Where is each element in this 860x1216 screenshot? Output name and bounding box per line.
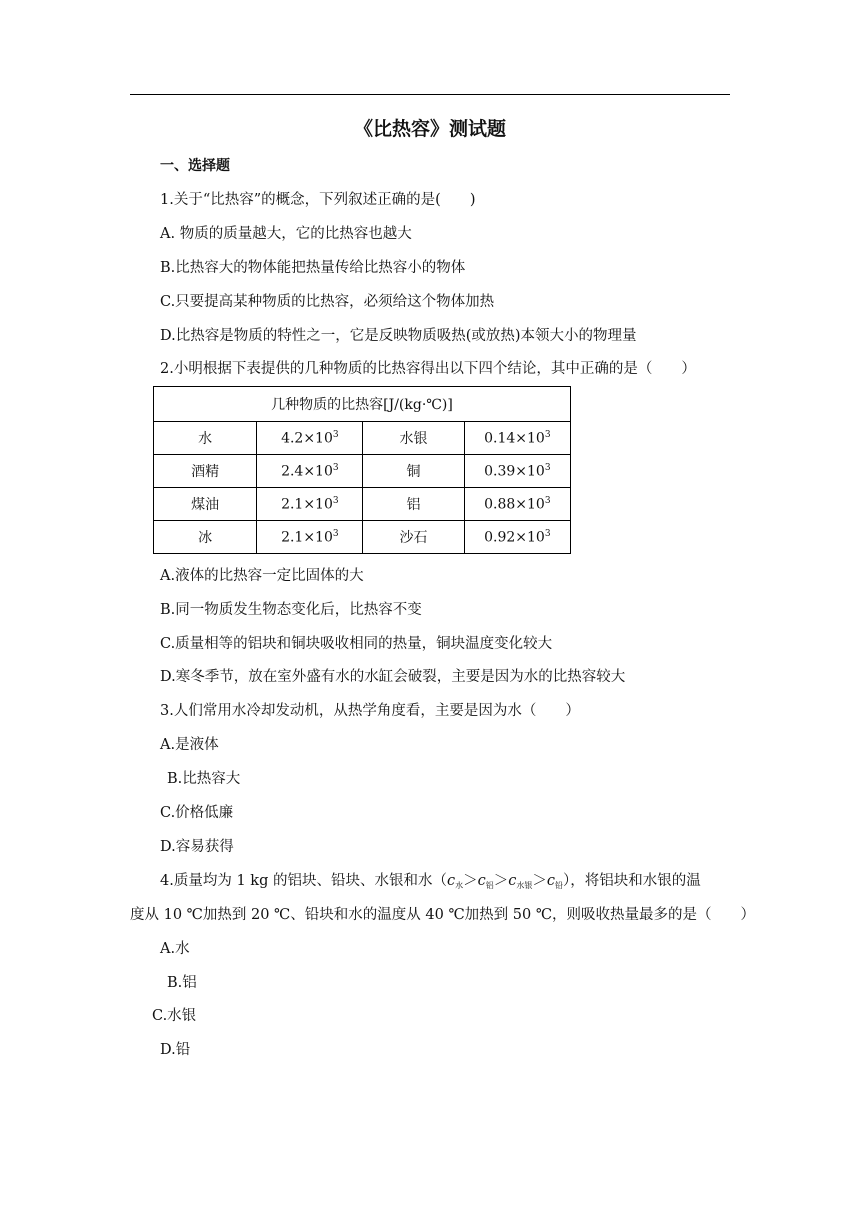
table-cell-material: 冰 bbox=[154, 521, 257, 554]
value-text: 2.1×10 bbox=[281, 496, 333, 513]
q2-option-b: B.同一物质发生物态变化后，比热容不变 bbox=[160, 602, 422, 618]
value-exponent: 3 bbox=[544, 462, 551, 473]
table-cell-value bbox=[257, 422, 363, 455]
q3-option-b: B.比热容大 bbox=[167, 771, 241, 787]
value-exponent: 3 bbox=[332, 528, 339, 539]
table-cell-material: 水银 bbox=[363, 422, 464, 455]
q3-option-c: C.价格低廉 bbox=[160, 805, 234, 821]
q4-stem-line1 bbox=[160, 871, 701, 893]
value-exponent: 3 bbox=[544, 429, 551, 440]
table-cell-material: 煤油 bbox=[154, 488, 257, 521]
q1-option-c: C.只要提高某种物质的比热容，必须给这个物体加热 bbox=[160, 294, 495, 310]
q4-stem-line2: 度从 10 ℃加热到 20 ℃、铅块和水的温度从 40 ℃加热到 50 ℃，则吸收热量最多的是（ ） bbox=[130, 907, 756, 923]
table-cell-material: 铜 bbox=[363, 455, 464, 488]
header-rule bbox=[130, 94, 730, 95]
page-title: 《比热容》测试题 bbox=[353, 118, 506, 140]
symbol-c: c bbox=[546, 873, 555, 889]
value-text: 2.1×10 bbox=[281, 529, 333, 546]
table-row bbox=[154, 488, 571, 521]
greater-than: ＞ bbox=[532, 873, 547, 889]
subscript-lead: 铅 bbox=[554, 881, 563, 890]
subscript-water: 水 bbox=[455, 881, 464, 890]
symbol-c: c bbox=[508, 873, 517, 889]
q4-option-c: C.水银 bbox=[152, 1008, 197, 1024]
value-text: 0.39×10 bbox=[484, 463, 545, 480]
q2-option-c: C.质量相等的铝块和铜块吸收相同的热量，铜块温度变化较大 bbox=[160, 636, 553, 652]
value-exponent: 3 bbox=[332, 495, 339, 506]
table-cell-value bbox=[464, 422, 570, 455]
section-heading: 一、选择题 bbox=[160, 158, 230, 174]
value-text: 2.4×10 bbox=[281, 463, 333, 480]
subscript-aluminum: 铝 bbox=[485, 881, 494, 890]
q3-option-a: A.是液体 bbox=[160, 737, 219, 753]
value-exponent: 3 bbox=[544, 495, 551, 506]
table-cell-material: 酒精 bbox=[154, 455, 257, 488]
q4-stem-suffix: ），将铝块和水银的温 bbox=[562, 873, 701, 889]
q1-option-b: B.比热容大的物体能把热量传给比热容小的物体 bbox=[160, 260, 466, 276]
table-header: 几种物质的比热容[J/(kg·℃)] bbox=[154, 387, 571, 422]
q1-option-d: D.比热容是物质的特性之一，它是反映物质吸热(或放热)本领大小的物理量 bbox=[160, 328, 637, 344]
q4-stem-prefix: 4.质量均为 1 kg 的铝块、铅块、水银和水（ bbox=[160, 873, 447, 889]
value-text: 0.88×10 bbox=[484, 496, 545, 513]
value-text: 4.2×10 bbox=[281, 430, 333, 447]
symbol-c: c bbox=[477, 873, 486, 889]
table-cell-material: 水 bbox=[154, 422, 257, 455]
q4-option-a: A.水 bbox=[160, 941, 190, 957]
specific-heat-table bbox=[153, 386, 571, 554]
table-row bbox=[154, 422, 571, 455]
table-cell-value bbox=[257, 455, 363, 488]
value-exponent: 3 bbox=[332, 462, 339, 473]
q4-option-b: B.铝 bbox=[167, 975, 197, 991]
table-row bbox=[154, 455, 571, 488]
greater-than: ＞ bbox=[493, 873, 509, 889]
table-cell-value bbox=[464, 488, 570, 521]
table-row bbox=[154, 521, 571, 554]
q1-option-a: A. 物质的质量越大，它的比热容也越大 bbox=[160, 226, 412, 242]
table-cell-value bbox=[257, 521, 363, 554]
value-exponent: 3 bbox=[332, 429, 339, 440]
q1-stem: 1.关于“比热容”的概念，下列叙述正确的是( ) bbox=[160, 192, 476, 208]
greater-than: ＞ bbox=[463, 873, 478, 889]
q4-option-d: D.铅 bbox=[160, 1042, 191, 1058]
table-cell-value bbox=[257, 488, 363, 521]
table-cell-value bbox=[464, 455, 570, 488]
q2-option-a: A.液体的比热容一定比固体的大 bbox=[160, 568, 364, 584]
value-exponent: 3 bbox=[544, 528, 551, 539]
q3-stem: 3.人们常用水冷却发动机，从热学角度看，主要是因为水（ ） bbox=[160, 703, 580, 719]
q2-stem: 2.小明根据下表提供的几种物质的比热容得出以下四个结论，其中正确的是（ ） bbox=[160, 361, 696, 377]
q2-option-d: D.寒冬季节，放在室外盛有水的水缸会破裂，主要是因为水的比热容较大 bbox=[160, 669, 626, 685]
q3-option-d: D.容易获得 bbox=[160, 839, 234, 855]
subscript-mercury: 水银 bbox=[516, 881, 533, 890]
value-text: 0.14×10 bbox=[484, 430, 545, 447]
value-text: 0.92×10 bbox=[484, 529, 545, 546]
table-cell-material: 沙石 bbox=[363, 521, 464, 554]
table-cell-material: 铝 bbox=[363, 488, 464, 521]
table-cell-value bbox=[464, 521, 570, 554]
symbol-c: c bbox=[446, 873, 456, 889]
table-header-row bbox=[154, 387, 571, 422]
